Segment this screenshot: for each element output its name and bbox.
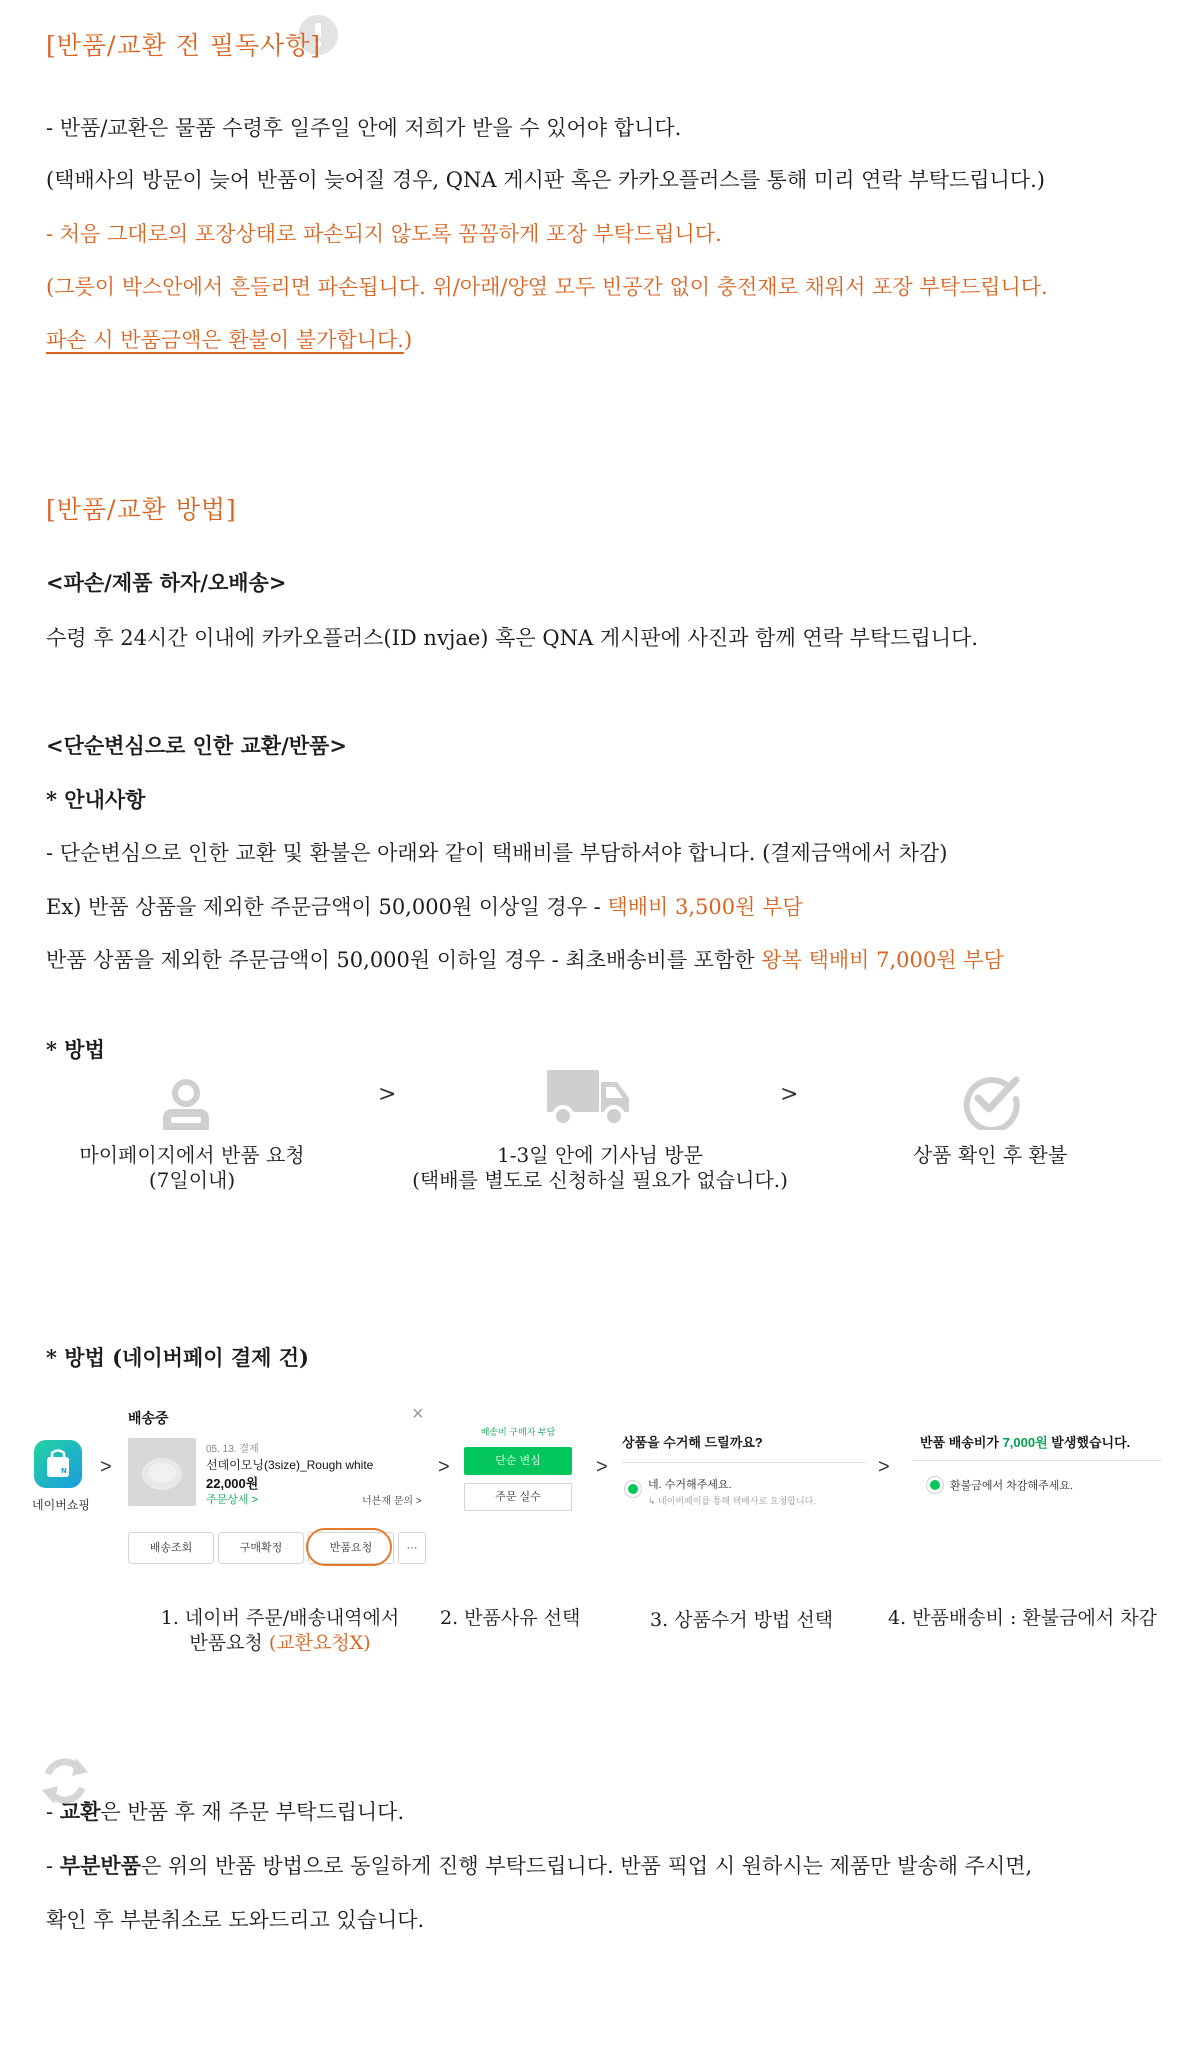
naver-arrow-4: > [878,1456,890,1478]
reason-simple-change[interactable]: 단순 변심 [464,1447,572,1475]
no-refund-warning: 파손 시 반품금액은 환불이 불가합니다. [46,328,404,352]
step-1-caption: 마이페이지에서 반품 요청 (7일이내) [79,1143,305,1192]
svg-text:N: N [61,1467,67,1475]
notice-line-3: - 처음 그대로의 포장상태로 파손되지 않도록 꼼꼼하게 포장 부탁드립니다. [46,222,722,246]
pickup-panel [622,1432,872,1542]
pickup-radio[interactable] [624,1480,642,1498]
order-status: 배송중 [128,1410,169,1426]
product-price: 22,000원 [206,1476,259,1491]
tracking-button[interactable]: 배송조회 [128,1532,214,1564]
notice-line-5: 파손 시 반품금액은 환불이 불가합니다.) [46,328,413,352]
pickup-answer: 네. 수거해주세요. [648,1479,732,1491]
return-request-highlight [306,1528,392,1566]
return-fee-message: 반품 배송비가 7,000원 발생했습니다. [920,1435,1131,1450]
naver-method-title: * 방법 (네이버페이 결제 건) [46,1345,309,1370]
guide-title: * 안내사항 [46,787,146,812]
product-thumbnail [128,1438,196,1506]
step-3-caption: 상품 확인 후 환불 [912,1143,1068,1167]
purchase-confirm-button[interactable]: 구매확정 [218,1532,304,1564]
guide-line-2: Ex) 반품 상품을 제외한 주문금액이 50,000원 이상일 경우 - 택배비 3,500원 부담 [46,895,803,919]
seller-inquiry-link[interactable]: 너븐재 문의 > [362,1496,422,1507]
shopping-bag-icon [34,1440,82,1488]
check-circle-icon [960,1068,1022,1130]
deduct-radio[interactable] [926,1476,944,1494]
divider [912,1460,1162,1461]
deduct-option: 환불금에서 차감해주세요. [950,1480,1073,1492]
step-arrow-2: > [780,1082,799,1107]
guide-line-1: - 단순변심으로 인한 교환 및 환불은 아래와 같이 택배비를 부담하셔야 합니다. (결제금액에서 차감) [46,841,948,865]
naver-shopping-app[interactable] [20,1440,102,1526]
return-fee-amount: 7,000원 [1002,1435,1048,1450]
product-name: 선데이모닝(3size)_Rough white [206,1458,374,1472]
partial-return-note: - 부분반품은 위의 반품 방법으로 동일하게 진행 부탁드립니다. 반품 픽업 시 원하시는 제품만 발송해 주시면, [46,1853,1033,1878]
fee-highlight-7000: 왕복 택배비 7,000원 부담 [761,948,1004,972]
damage-text: 수령 후 24시간 이내에 카카오플러스(ID nvjae) 혹은 QNA 게시판에 사진과 함께 연락 부탁드립니다. [46,626,979,650]
fee-buyer-notice: 배송비 구매자 부담 [480,1427,556,1437]
notice-line-4: (그릇이 박스안에서 흔들리면 파손됩니다. 위/아래/양옆 모두 빈공간 없이 충전재로 채워서 포장 부탁드립니다. [46,275,1048,299]
exchange-note: - 교환은 반품 후 재 주문 부탁드립니다. [46,1799,405,1824]
close-icon[interactable]: × [412,1403,424,1425]
order-detail-link[interactable]: 주문상세 > [206,1494,258,1506]
order-date: 05. 13. 결제 [206,1444,259,1455]
no-exchange-note: (교환요청X) [268,1632,371,1654]
return-reason-panel [462,1425,574,1535]
steps-title: * 방법 [46,1037,105,1062]
fee-highlight-3500: 택배비 3,500원 부담 [607,895,803,919]
naver-caption-3: 3. 상품수거 방법 선택 [650,1609,834,1631]
guide-line-3: 반품 상품을 제외한 주문금액이 50,000원 이하일 경우 - 최초배송비를 포함한 왕복 택배비 7,000원 부담 [46,948,1004,972]
damage-title: <파손/제품 하자/오배송> [46,570,287,595]
more-options-button[interactable]: ··· [398,1532,426,1564]
step-2-caption: 1-3일 안에 기사님 방문 (택배를 별도로 신청하실 필요가 없습니다.) [412,1143,788,1192]
notice-line-2: (택배사의 방문이 늦어 반품이 늦어질 경우, QNA 게시판 혹은 카카오플러스를 통해 미리 연락 부탁드립니다.) [46,168,1045,192]
reason-order-mistake[interactable]: 주문 실수 [464,1483,572,1511]
step-arrow-1: > [378,1082,397,1107]
notice-heading: [반품/교환 전 필독사항] [46,31,322,60]
delivery-truck-icon [545,1068,631,1128]
pickup-question: 상품을 수거해 드릴까요? [622,1435,763,1450]
naver-arrow-1: > [100,1456,112,1478]
naver-caption-2: 2. 반품사유 선택 [440,1607,581,1629]
app-label: 네이버쇼핑 [32,1498,90,1512]
return-request-button[interactable]: 반품요청 [308,1532,394,1564]
method-heading: [반품/교환 방법] [46,495,237,524]
naver-arrow-3: > [596,1456,608,1478]
naver-arrow-2: > [438,1456,450,1478]
divider [622,1462,867,1463]
naver-caption-4: 4. 반품배송비 : 환불금에서 차감 [888,1607,1157,1629]
change-title: <단순변심으로 인한 교환/반품> [46,733,347,758]
person-icon [158,1077,214,1133]
notice-line-1: - 반품/교환은 물품 수령후 일주일 안에 저희가 받을 수 있어야 합니다. [46,116,682,140]
naver-caption-1: 1. 네이버 주문/배송내역에서 반품요청 (교환요청X) [160,1607,400,1654]
return-fee-panel [912,1432,1162,1532]
pickup-sub-note: ↳ 네이버페이를 통해 택배사로 요청합니다. [648,1496,816,1506]
partial-return-note-line-2: 확인 후 부분취소로 도와드리고 있습니다. [46,1908,425,1932]
order-card-panel [126,1403,426,1568]
